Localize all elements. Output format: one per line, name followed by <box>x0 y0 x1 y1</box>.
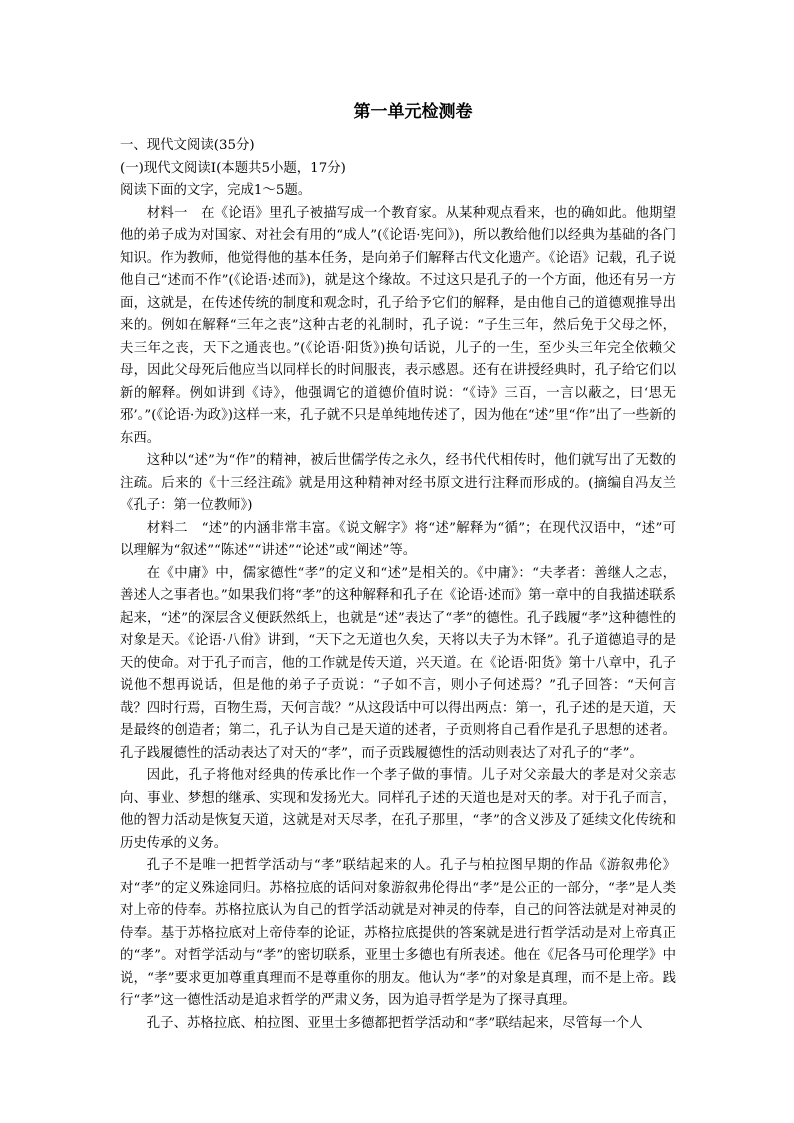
reading-instruction: 阅读下面的文字，完成1～5题。 <box>120 183 312 198</box>
paragraph-material-one: 材料一 在《论语》里孔子被描写成一个教育家。从某种观点看来，也的确如此。他期望他的弟子成为对国家、对社会有用的“成人”(《论语·宪问》)，所以教给他们以经典为基础的各门知识。作为教师，他觉得他的基本任务，是向弟子们解释古代文化遗产。《论语》记载，孔子说他自己“述而不作”(《论语·述而》)，就是这个缘故。不过这只是孔子的一个方面，他还有另一方面，这就是，在传述传统的制度和观念时，孔子给予它们的解释，是由他自己的道德观推导出来的。例如在解释“三年之丧”这种古老的礼制时，孔子说：“子生三年，然后免于父母之怀，夫三年之丧，天下之通丧也。”(《论语·阳货》)换句话说，儿子的一生，至少头三年完全依赖父母，因此父母死后他应当以同样长的时间服丧，表示感恩。还有在讲授经典时，孔子给它们以新的解释。例如讲到《诗》，他强调它的道德价值时说：“《诗》三百，一言以蔽之，曰‘思无邪’。”(《论语·为政》)这样一来，孔子就不只是单纯地传述了，因为他在“述”里“作”出了一些新的东西。 <box>120 205 676 446</box>
section-subheading: (一)现代文阅读Ⅰ(本题共5小题，17分) <box>120 160 346 176</box>
paragraph-filial-duty: 因此，孔子将他对经典的传承比作一个孝子做的事情。儿子对父亲最大的孝是对父亲志向、事业、梦想的继承、实现和发扬光大。同样孔子述的天道也是对天的孝。对于孔子而言，他的智力活动是恢复天道，这就是对天尽孝，在孔子那里，“孝”的含义涉及了延续文化传统和历史传承的义务。 <box>120 768 676 851</box>
paragraph-material-two: 材料二 “述”的内涵非常丰富。《说文解字》将“述”解释为“循”；在现代汉语中，“述”可以理解为“叙述”“陈述”“讲述”“论述”或“阐述”等。 <box>120 520 676 558</box>
paragraph-closing: 孔子、苏格拉底、柏拉图、亚里士多德都把哲学活动和“孝”联结起来，尽管每一个人 <box>146 1015 643 1031</box>
paragraph-zhongyong: 在《中庸》中，儒家德性“孝”的定义和“述”是相关的。《中庸》：“夫孝者：善继人之志，善述人之事者也。”如果我们将“孝”的这种解释和孔子在《论语·述而》第一章中的自我描述联系起来，“述”的深层含义便跃然纸上，也就是“述”表达了“孝”的德性。孔子践履“孝”这种德性的对象是天。《论语·八佾》讲到，“天下之无道也久矣，天将以夫子为木铎”。孔子道德追寻的是天的使命。对于孔子而言，他的工作就是传天道，兴天道。在《论语·阳货》第十八章中，孔子说他不想再说话，但是他的弟子子贡说：“子如不言，则小子何述焉？”孔子回答：“天何言哉？四时行焉，百物生焉，天何言哉？”从这段话中可以得出两点：第一，孔子述的是天道，天是最终的创造者；第二，孔子认为自己是天道的述者，子贡则将自己看作是孔子思想的述者。孔子践履德性的活动表达了对天的“孝”，而子贡践履德性的活动则表达了对孔子的“孝”。 <box>120 565 676 761</box>
document-page <box>120 100 676 1035</box>
paragraph-socrates: 孔子不是唯一把哲学活动与“孝”联结起来的人。孔子与柏拉图早期的作品《游叙弗伦》对“孝”的定义殊途同归。苏格拉底的话问对象游叙弗伦得出“孝”是公正的一部分，“孝”是人类对上帝的侍奉。苏格拉底认为自己的哲学活动就是对神灵的侍奉，自己的问答法就是对神灵的侍奉。基于苏格拉底对上帝侍奉的论证，苏格拉底提供的答案就是进行哲学活动是对上帝真正的“孝”。对哲学活动与“孝”的密切联系，亚里士多德也有所表述。他在《尼各马可伦理学》中说，“孝”要求更加尊重真理而不是尊重你的朋友。他认为“孝”的对象是真理，而不是上帝。践行“孝”这一德性活动是追求哲学的严肃义务，因为追寻哲学是为了探寻真理。 <box>120 858 676 1008</box>
page-title: 第一单元检测卷 <box>353 102 473 122</box>
section-heading: 一、现代文阅读(35分) <box>120 138 255 153</box>
paragraph-commentary: 这种以“述”为“作”的精神，被后世儒学传之永久，经书代代相传时，他们就写出了无数的注疏。后来的《十三经注疏》就是用这种精神对经书原文进行注释而形成的。(摘编自冯友兰《孔子：第一位教师》) <box>120 453 676 513</box>
